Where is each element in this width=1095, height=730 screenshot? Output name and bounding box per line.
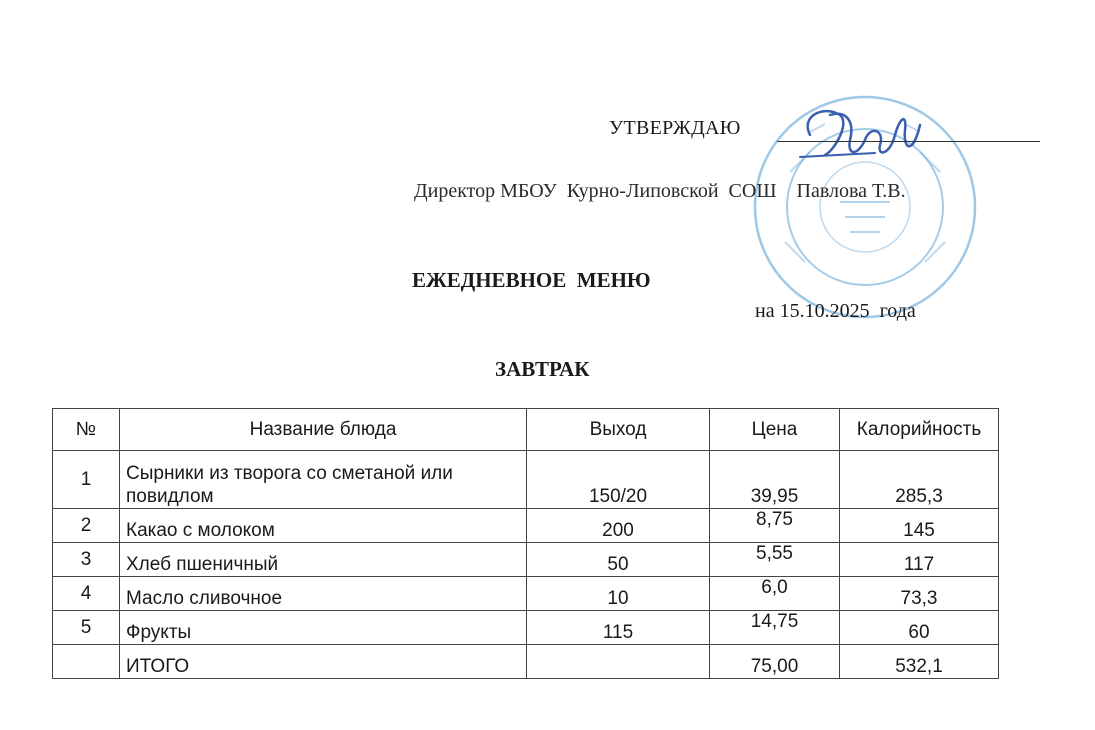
table-row xyxy=(53,577,999,611)
table-row xyxy=(53,611,999,645)
row-dish-name: Сырники из творога со сметаной или повидлом xyxy=(126,463,453,507)
row-number: 3 xyxy=(53,543,120,577)
header-price: Цена xyxy=(710,409,840,451)
menu-title: ЕЖЕДНЕВНОЕ МЕНЮ xyxy=(412,268,651,292)
row-dish-name: Хлеб пшеничный xyxy=(120,543,527,577)
row-number: 4 xyxy=(53,577,120,611)
total-number-cell xyxy=(53,645,120,679)
signature-line xyxy=(777,141,1040,142)
header-number: № xyxy=(53,409,120,451)
table-row xyxy=(53,451,999,509)
row-output: 50 xyxy=(527,543,710,577)
table-header-row xyxy=(53,409,999,451)
row-calories: 73,3 xyxy=(840,577,999,611)
table-row xyxy=(53,543,999,577)
row-calories: 145 xyxy=(840,509,999,543)
approve-label: УТВЕРЖДАЮ xyxy=(609,117,741,139)
director-line: Директор МБОУ Курно-Липовской СОШ Павлова Т.В. xyxy=(414,180,906,202)
row-number: 2 xyxy=(53,509,120,543)
table-row xyxy=(53,509,999,543)
row-dish-name: Масло сливочное xyxy=(120,577,527,611)
row-dish-name: Какао с молоком xyxy=(120,509,527,543)
row-output: 150/20 xyxy=(527,451,710,509)
row-price: 6,0 xyxy=(710,577,840,611)
row-price: 5,55 xyxy=(710,543,840,577)
total-output-cell xyxy=(527,645,710,679)
menu-date: на 15.10.2025 года xyxy=(755,300,916,322)
row-output: 10 xyxy=(527,577,710,611)
meal-title: ЗАВТРАК xyxy=(495,357,590,381)
total-price: 75,00 xyxy=(710,645,840,679)
row-price: 39,95 xyxy=(710,451,840,509)
row-price: 8,75 xyxy=(710,509,840,543)
header-calories: Калорийность xyxy=(840,409,999,451)
row-calories: 285,3 xyxy=(840,451,999,509)
total-calories: 532,1 xyxy=(840,645,999,679)
row-price: 14,75 xyxy=(710,611,840,645)
total-label: ИТОГО xyxy=(120,645,527,679)
header-dish-name: Название блюда xyxy=(120,409,527,451)
row-calories: 117 xyxy=(840,543,999,577)
row-number: 1 xyxy=(53,451,120,509)
row-calories: 60 xyxy=(840,611,999,645)
header-output: Выход xyxy=(527,409,710,451)
row-dish-name: Фрукты xyxy=(120,611,527,645)
table-total-row xyxy=(53,645,999,679)
row-number: 5 xyxy=(53,611,120,645)
row-output: 200 xyxy=(527,509,710,543)
director-signature xyxy=(795,95,925,175)
row-output: 115 xyxy=(527,611,710,645)
menu-table xyxy=(52,408,999,679)
